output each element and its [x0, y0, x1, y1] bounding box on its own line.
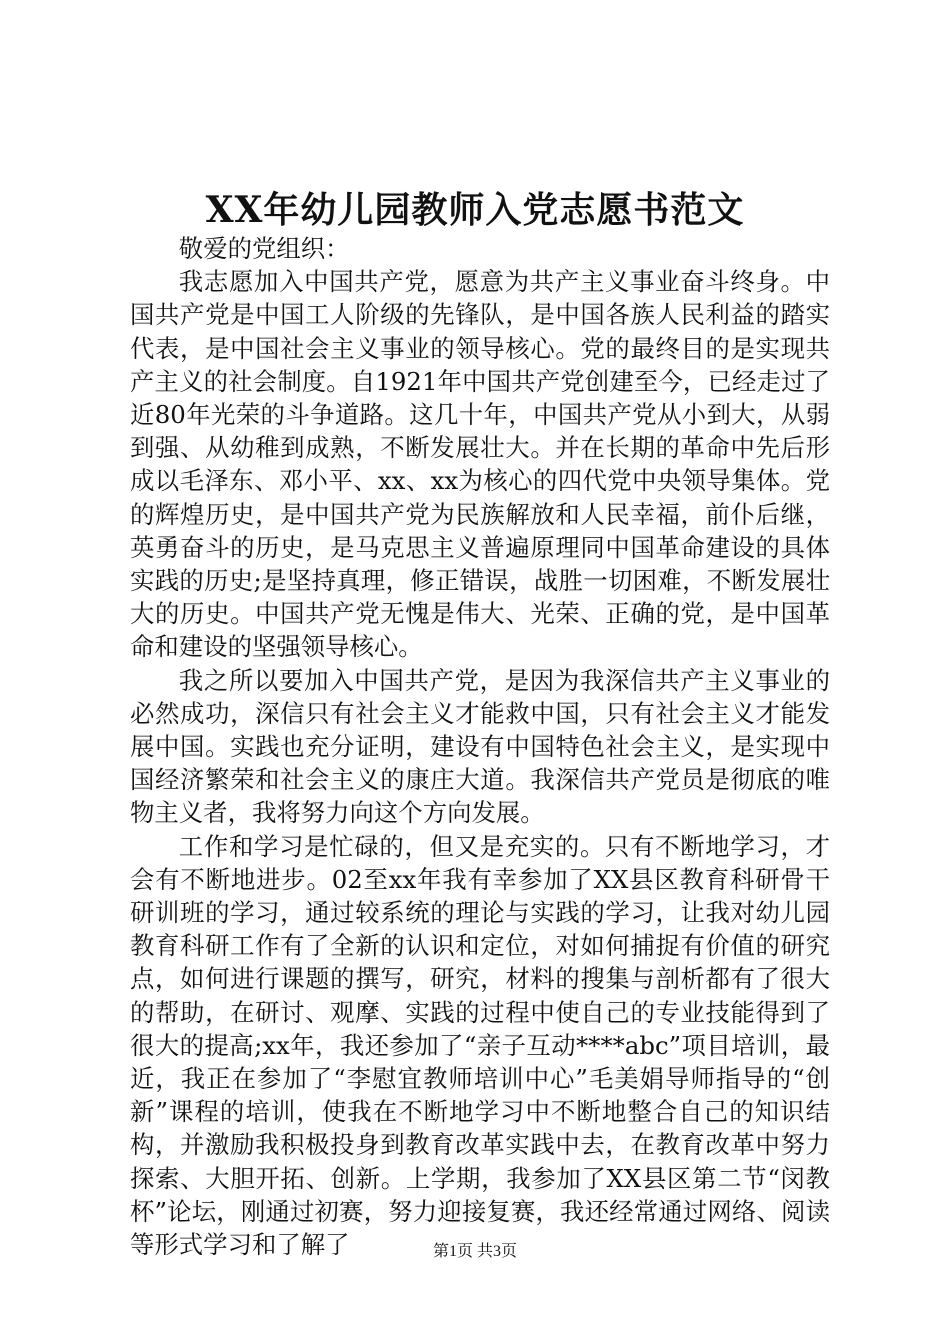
paragraph-1: 我志愿加入中国共产党，愿意为共产主义事业奋斗终身。中国共产党是中国工人阶级的先锋队，是中国各族人民利益的踏实代表，是中国社会主义事业的领导核心。党的最终目的是实现共产主义的社会制度。自1921年中国共产党创建至今，已经走过了近80年光荣的斗争道路。这几十年，中国共产党从小到大，从弱到强、从幼稚到成熟，不断发展壮大。并在长期的革命中先后形成以毛泽东、邓小平、xx、xx为核心的四代党中央领导集体。党的辉煌历史，是中国共产党为民族解放和人民幸福，前仆后继，英勇奋斗的历史，是马克思主义普遍原理同中国革命建设的具体实践的历史;是坚持真理，修正错误，战胜一切困难，不断发展壮大的历史。中国共产党无愧是伟大、光荣、正确的党，是中国革命和建设的坚强领导核心。	[130, 267, 830, 662]
page-title: XX年幼儿园教师入党志愿书范文	[205, 189, 745, 231]
salutation: 敬爱的党组织：	[178, 234, 350, 263]
paragraph-2: 我之所以要加入中国共产党，是因为我深信共产主义事业的必然成功，深信只有社会主义才能救中国，只有社会主义才能发展中国。实践也充分证明，建设有中国特色社会主义，是实现中国经济繁荣和社会主义的康庄大道。我深信共产党员是彻底的唯物主义者，我将努力向这个方向发展。	[130, 665, 830, 828]
paragraph-3: 工作和学习是忙碌的，但又是充实的。只有不断地学习，才会有不断地进步。02至xx年我有幸参加了XX县区教育科研骨干研训班的学习，通过较系统的理论与实践的学习，让我对幼儿园教育科研工作有了全新的认识和定位，对如何捕捉有价值的研究点，如何进行课题的撰写，研究，材料的搜集与剖析都有了很大的帮助，在研讨、观摩、实践的过程中使自己的专业技能得到了很大的提高;xx年，我还参加了“亲子互动****abc”项目培训，最近，我正在参加了“李慰宜教师培训中心”毛美娟导师指导的“创新”课程的培训，使我在不断地学习中不断地整合自己的知识结构，并激励我积极投身到教育改革实践中去，在教育改革中努力探索、大胆开拓、创新。上学期，我参加了XX县区第二节“闵教杯”论坛，刚通过初赛，努力迎接复赛，我还经常通过网络、阅读等形式学习和了解了	[130, 831, 830, 1260]
page-number: 第1页 共3页	[432, 1243, 517, 1260]
document-body	[130, 232, 830, 1261]
